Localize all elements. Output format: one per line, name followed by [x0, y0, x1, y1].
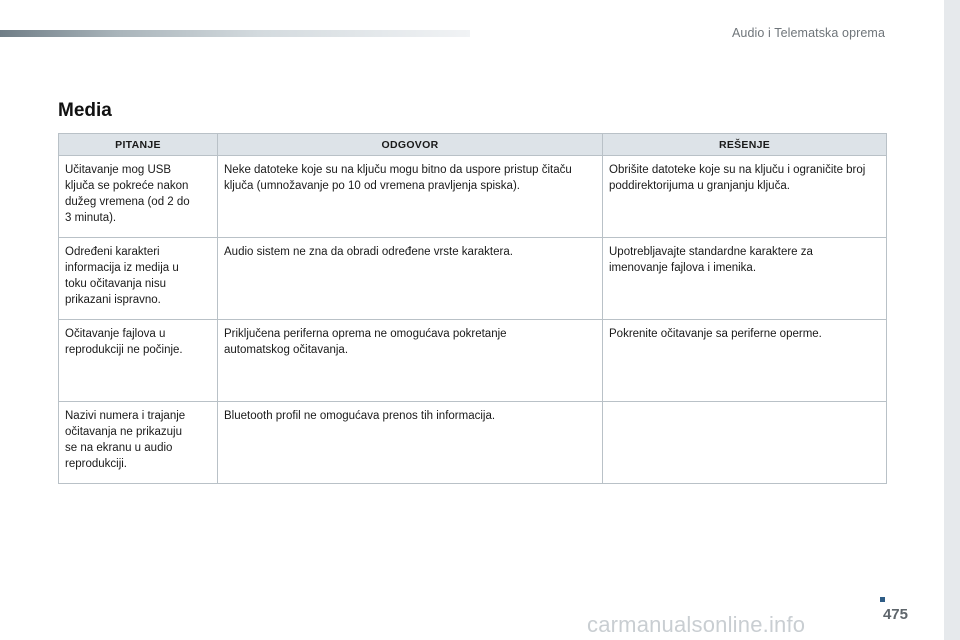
table-row: [59, 320, 887, 402]
question-cell: Učitavanje mog USB ključa se pokreće nakon dužeg vremena (od 2 do 3 minuta).: [59, 156, 218, 238]
section-header: Audio i Telematska oprema: [731, 26, 885, 40]
column-header-solution: REŠENJE: [603, 134, 887, 156]
page-edge-strip: [944, 0, 960, 640]
table-row: [59, 156, 887, 238]
question-cell: Očitavanje fajlova u reprodukciji ne počinje.: [59, 320, 218, 402]
watermark: carmanualsonline.info: [587, 612, 806, 637]
question-cell: Nazivi numera i trajanje očitavanja ne prikazuju se na ekranu u audio reprodukciji.: [59, 402, 218, 484]
question-cell: Određeni karakteri informacija iz medija u toku očitavanja nisu prikazani ispravno.: [59, 238, 218, 320]
answer-cell: Audio sistem ne zna da obradi određene vrste karaktera.: [218, 238, 603, 320]
solution-cell: [603, 402, 887, 484]
table-row: [59, 238, 887, 320]
page-marker: [880, 597, 885, 602]
table-header-row: [59, 134, 887, 156]
solution-cell: Obrišite datoteke koje su na ključu i ograničite broj poddirektorijuma u granjanju ključa.: [603, 156, 887, 238]
faq-table: [58, 133, 887, 484]
table-row: [59, 402, 887, 484]
answer-cell: Priključena periferna oprema ne omogućava pokretanje automatskog očitavanja.: [218, 320, 603, 402]
header-decor-bar: [0, 30, 470, 37]
answer-cell: Bluetooth profil ne omogućava prenos tih informacija.: [218, 402, 603, 484]
column-header-question: PITANJE: [59, 134, 218, 156]
answer-cell: Neke datoteke koje su na ključu mogu bitno da uspore pristup čitaču ključa (umnožavanje po 10 od vremena pravljenja spiska).: [218, 156, 603, 238]
solution-cell: Pokrenite očitavanje sa periferne operme.: [603, 320, 887, 402]
page-title: Media: [58, 100, 112, 121]
solution-cell: Upotrebljavajte standardne karaktere za imenovanje fajlova i imenika.: [603, 238, 887, 320]
page-number: 475: [882, 606, 908, 623]
column-header-answer: ODGOVOR: [218, 134, 603, 156]
